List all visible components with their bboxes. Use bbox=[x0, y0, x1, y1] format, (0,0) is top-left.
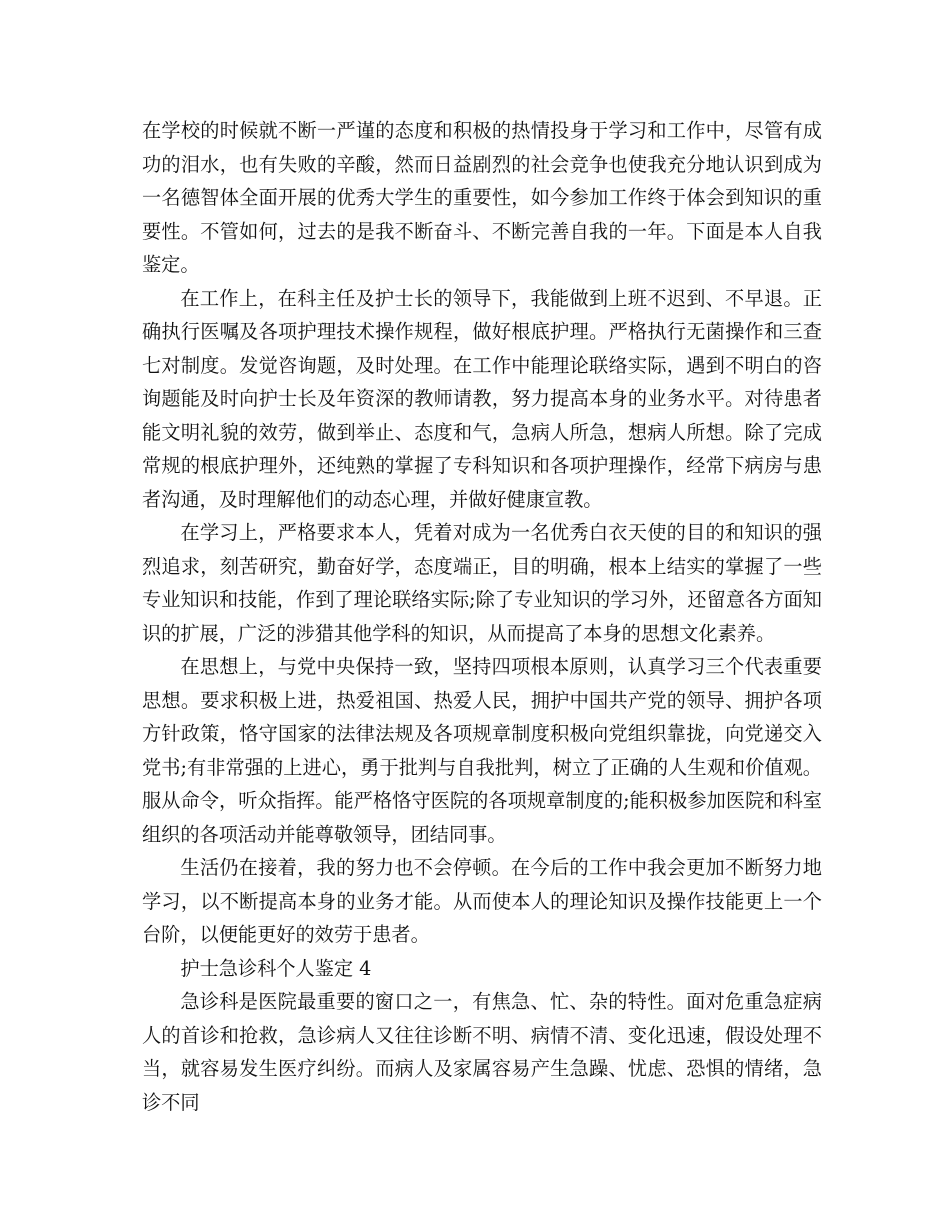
paragraph-emergency: 急诊科是医院最重要的窗口之一，有焦急、忙、杂的特性。面对危重急症病人的首诊和抢救，急诊病人又往往诊断不明、病情不清、变化迅速，假设处理不当，就容易发生医疗纠纷。而病人及家属容易产生急躁、忧虑、恐惧的情绪，急诊不同 bbox=[142, 990, 822, 1114]
paragraph-intro: 在学校的时候就不断一严谨的态度和积极的热情投身于学习和工作中，尽管有成功的泪水，也有失败的辛酸，然而日益剧烈的社会竞争也使我充分地认识到成为一名德智体全面开展的优秀大学生的重要性，如今参加工作终于体会到知识的重要性。不管如何，过去的是我不断奋斗、不断完善自我的一年。下面是本人自我鉴定。 bbox=[142, 119, 822, 276]
document-page bbox=[142, 114, 822, 1119]
section-heading: 护士急诊科个人鉴定 4 bbox=[180, 956, 372, 980]
paragraph-study: 在学习上，严格要求本人，凭着对成为一名优秀白衣天使的目的和知识的强烈追求，刻苦研究，勤奋好学，态度端正，目的明确，根本上结实的掌握了一些专业知识和技能，作到了理论联络实际;除了专业知识的学习外，还留意各方面知识的扩展，广泛的涉猎其他学科的知识，从而提高了本身的思想文化素养。 bbox=[142, 521, 822, 645]
paragraph-work: 在工作上，在科主任及护士长的领导下，我能做到上班不迟到、不早退。正确执行医嘱及各项护理技术操作规程，做好根底护理。严格执行无菌操作和三查七对制度。发觉咨询题，及时处理。在工作中能理论联络实际，遇到不明白的咨询题能及时向护士长及年资深的教师请教，努力提高本身的业务水平。对待患者能文明礼貌的效劳，做到举止、态度和气，急病人所急，想病人所想。除了完成常规的根底护理外，还纯熟的掌握了专科知识和各项护理操作，经常下病房与患者沟通，及时理解他们的动态心理，并做好健康宣教。 bbox=[142, 286, 822, 511]
paragraph-thought: 在思想上，与党中央保持一致，坚持四项根本原则，认真学习三个代表重要思想。要求积极上进，热爱祖国、热爱人民，拥护中国共产党的领导、拥护各项方针政策，恪守国家的法律法规及各项规章制度积极向党组织靠拢，向党递交入党书;有非常强的上进心，勇于批判与自我批判，树立了正确的人生观和价值观。服从命令，听众指挥。能严格恪守医院的各项规章制度的;能积极参加医院和科室组织的各项活动并能尊敬领导，团结同事。 bbox=[142, 655, 822, 846]
paragraph-life: 生活仍在接着，我的努力也不会停顿。在今后的工作中我会更加不断努力地学习，以不断提高本身的业务才能。从而使本人的理论知识及操作技能更上一个台阶，以便能更好的效劳于患者。 bbox=[142, 856, 822, 946]
